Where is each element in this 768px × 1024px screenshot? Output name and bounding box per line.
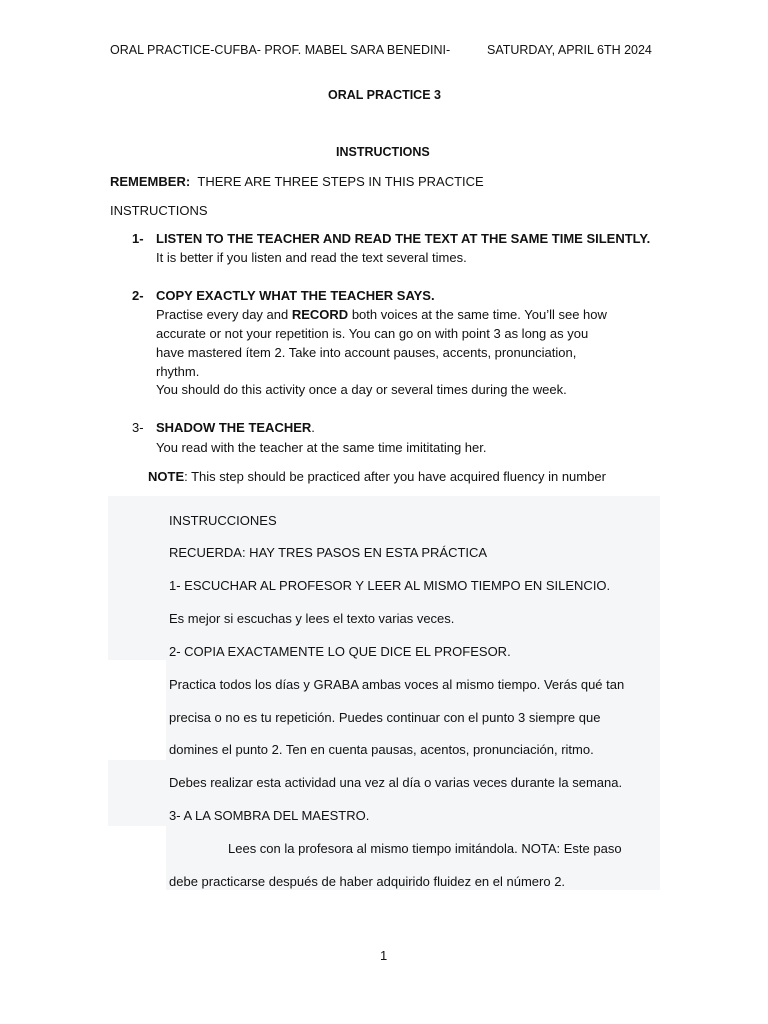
instructions-label: INSTRUCTIONS (110, 203, 208, 218)
step-1-text: It is better if you listen and read the text several times. (156, 250, 467, 265)
page-number: 1 (380, 948, 388, 963)
step-2-line-1-pre: Practise every day and (156, 307, 292, 322)
step-2-line-1 (156, 307, 607, 322)
spanish-line-1: INSTRUCCIONES (169, 513, 277, 528)
instructions-heading: INSTRUCTIONS (336, 145, 430, 159)
spanish-line-3: 1- ESCUCHAR AL PROFESOR Y LEER AL MISMO TIEMPO EN SILENCIO. (169, 578, 611, 593)
step-1-heading: LISTEN TO THE TEACHER AND READ THE TEXT AT THE SAME TIME SILENTLY. (156, 231, 651, 246)
step-3-number: 3- (132, 420, 144, 435)
step-2-line-5: You should do this activity once a day or several times during the week. (156, 382, 567, 397)
spanish-line-4: Es mejor si escuchas y lees el texto varias veces. (169, 611, 455, 626)
spanish-line-8: domines el punto 2. Ten en cuenta pausas, acentos, pronunciación, ritmo. (169, 742, 594, 757)
page-title: ORAL PRACTICE 3 (328, 88, 441, 102)
header-date: SATURDAY, APRIL 6TH 2024 (487, 43, 652, 57)
remember-text: THERE ARE THREE STEPS IN THIS PRACTICE (197, 174, 484, 189)
step-3-heading: SHADOW THE TEACHER (156, 420, 312, 435)
step-2-line-4: rhythm. (156, 364, 200, 379)
step-3-text: You read with the teacher at the same time imititating her. (156, 440, 487, 455)
spanish-line-12: debe practicarse después de haber adquirido fluidez en el número 2. (169, 874, 566, 889)
step-3-heading-dot: . (311, 420, 315, 435)
record-emphasis: RECORD (291, 307, 349, 322)
remember-label: REMEMBER: (110, 174, 191, 189)
step-2-number: 2- (132, 288, 144, 303)
step-1-number: 1- (132, 231, 144, 246)
step-2-line-2: accurate or not your repetition is. You can go on with point 3 as long as you (156, 326, 589, 341)
spanish-line-6: Practica todos los días y GRABA ambas voces al mismo tiempo. Verás qué tan (169, 677, 625, 692)
header-left: ORAL PRACTICE-CUFBA- PROF. MABEL SARA BENEDINI- (110, 43, 451, 57)
step-2-heading: COPY EXACTLY WHAT THE TEACHER SAYS. (156, 288, 435, 303)
spanish-line-2: RECUERDA: HAY TRES PASOS EN ESTA PRÁCTICA (169, 545, 488, 560)
spanish-line-11: Lees con la profesora al mismo tiempo imitándola. NOTA: Este paso (228, 841, 622, 856)
remember-line (110, 174, 484, 189)
spanish-line-9: Debes realizar esta actividad una vez al día o varias veces durante la semana. (169, 775, 623, 790)
note-line (148, 469, 606, 484)
note-label: NOTE (148, 469, 185, 484)
step-2-line-1-post: both voices at the same time. You’ll see how (348, 307, 607, 322)
step-2-line-3: have mastered ítem 2. Take into account pauses, accents, pronunciation, (156, 345, 577, 360)
spanish-line-10: 3- A LA SOMBRA DEL MAESTRO. (169, 808, 370, 823)
step-3-heading-line (156, 420, 315, 435)
note-text: : This step should be practiced after you have acquired fluency in number (184, 469, 606, 484)
spanish-line-5: 2- COPIA EXACTAMENTE LO QUE DICE EL PROFESOR. (169, 644, 511, 659)
spanish-line-7: precisa o no es tu repetición. Puedes continuar con el punto 3 siempre que (169, 710, 601, 725)
